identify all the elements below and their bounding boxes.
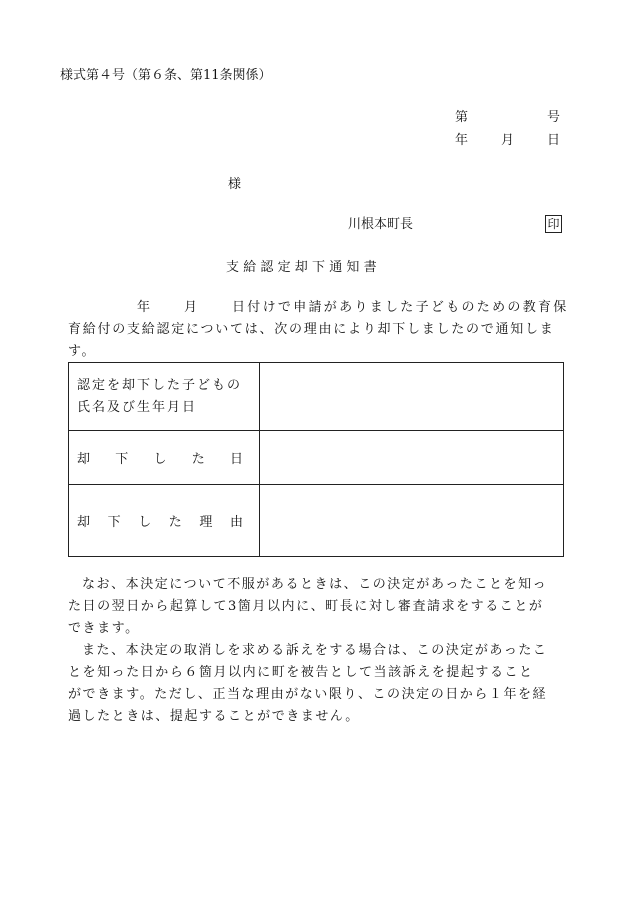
label-rejection-date	[69, 431, 260, 485]
label-char: た	[191, 452, 205, 467]
document-number-label: 第	[455, 110, 469, 125]
label-char: 下	[107, 515, 121, 530]
document-title: 支給認定却下通知書	[226, 260, 381, 275]
note-1-line-3: できます。	[68, 621, 140, 636]
label-char: 却	[77, 452, 91, 467]
intro-line-3: す。	[68, 344, 97, 359]
label-char: 理	[199, 515, 213, 530]
note-1-line-2: た日の翌日から起算して3箇月以内に、町長に対し審査請求をすることが	[68, 599, 544, 614]
addressee-honorific: 様	[228, 177, 242, 192]
label-char: 下	[115, 452, 129, 467]
label-char: た	[168, 515, 182, 530]
form-number: 様式第４号（第６条、第11条関係）	[60, 68, 272, 83]
document-number-suffix: 号	[547, 110, 561, 125]
note-1-line-1: なお、本決定について不服があるときは、この決定があったことを知っ	[82, 577, 548, 592]
intro-month-label: 月	[184, 300, 198, 315]
value-rejection-date[interactable]	[260, 431, 564, 485]
note-2-line-2: とを知った日から６箇月以内に町を被告として当該訴えを提起すること	[68, 665, 534, 680]
intro-year-label: 年	[137, 300, 151, 315]
seal-mark: 印	[545, 215, 562, 233]
label-char: し	[138, 515, 152, 530]
label-char: し	[153, 452, 167, 467]
issuer-name: 川根本町長	[348, 217, 414, 232]
label-line: 氏名及び生年月日	[77, 399, 198, 415]
note-2-line-3: ができます。ただし、正当な理由がない限り、この決定の日から１年を経	[68, 687, 548, 702]
date-month-label: 月	[501, 133, 515, 148]
table-row	[69, 485, 564, 557]
label-char: 日	[229, 452, 243, 467]
intro-line-2: 育給付の支給認定については、次の理由により却下しましたので通知しま	[68, 322, 555, 337]
value-rejection-reason[interactable]	[260, 485, 564, 557]
value-child-name-birthdate[interactable]	[260, 363, 564, 431]
label-child-name-birthdate	[69, 363, 260, 431]
intro-line-1: 日付けで申請がありました子どものための教育保	[232, 300, 569, 315]
details-table	[68, 362, 564, 557]
table-row	[69, 363, 564, 431]
date-year-label: 年	[455, 133, 469, 148]
label-line: 認定を却下した子どもの	[77, 377, 243, 393]
table-row	[69, 431, 564, 485]
label-char: 却	[77, 515, 91, 530]
note-2-line-1: また、本決定の取消しを求める訴えをする場合は、この決定があったこ	[82, 643, 548, 658]
date-day-label: 日	[547, 133, 561, 148]
note-2-line-4: 過したときは、提起することができません。	[68, 709, 360, 724]
label-char: 由	[229, 515, 243, 530]
label-rejection-reason	[69, 485, 260, 557]
